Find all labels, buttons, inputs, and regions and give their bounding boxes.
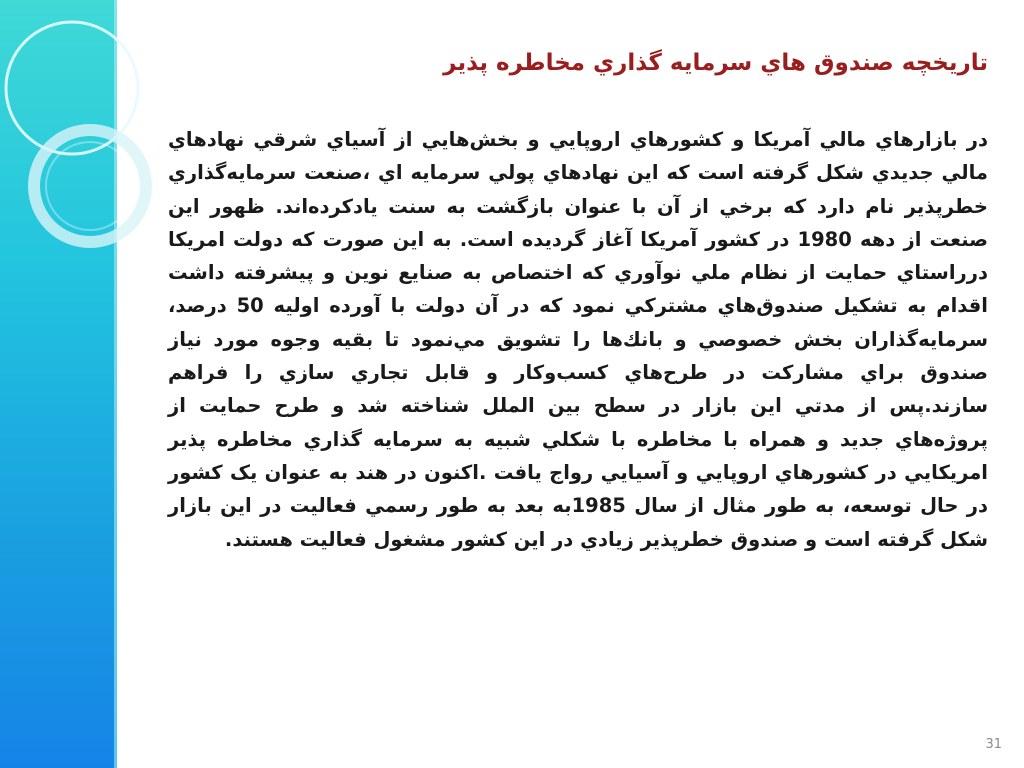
decorative-ring-small-inner <box>46 142 134 230</box>
page-number: 31 <box>985 737 1002 752</box>
slide-title: تاريخچه صندوق هاي سرمايه گذاري مخاطره پذير <box>443 50 988 76</box>
slide-body-text: در بازارهاي مالي آمريكا و كشورهاي اروپايي و بخش‌هايي از آسياي شرقي نهادهاي مالي جديدي شكل گرفته است كه اين نهادهاي پولي سرمايه اي ،صنعت سرمايه‌گذاري خطرپذير نام دارد كه برخي از آن با عنوان بازگشت به سنت يادكرده‌اند. ظهور اين صنعت از دهه 1980 در كشور آمريكا آغاز گرديده است. به اين صورت كه دولت امريكا درراستاي حمايت از نظام ملي نوآوري كه اختصاص به صنايع نوين و پيشرفته داشت اقدام به تشكيل صندوق‌هاي مشتركي نمود كه در آن دولت با آورده اوليه 50 درصد، سرمايه‌گذاران بخش خصوصي و بانك‌ها را تشويق مي‌نمود تا بقيه وجوه مورد نياز صندوق براي مشاركت در طرح‌هاي كسب‌وكار و قابل تجاري سازي را فراهم سازند.پس از مدتي اين بازار در سطح بين الملل شناخته شد و طرح حمايت از پروژه‌هاي جديد و همراه با مخاطره با شكلي شبيه به سرمايه گذاري مخاطره پذير امريكايي در كشورهاي اروپايي و آسيايي رواج يافت .اكنون در هند به عنوان يک كشور در حال توسعه، به طور مثال از سال 1985به بعد به طور رسمي فعاليت در اين بازار شكل گرفته است و صندوق خطرپذير زيادي در اين كشور مشغول فعاليت هستند. <box>168 128 988 551</box>
decorative-ring-small <box>34 130 146 242</box>
